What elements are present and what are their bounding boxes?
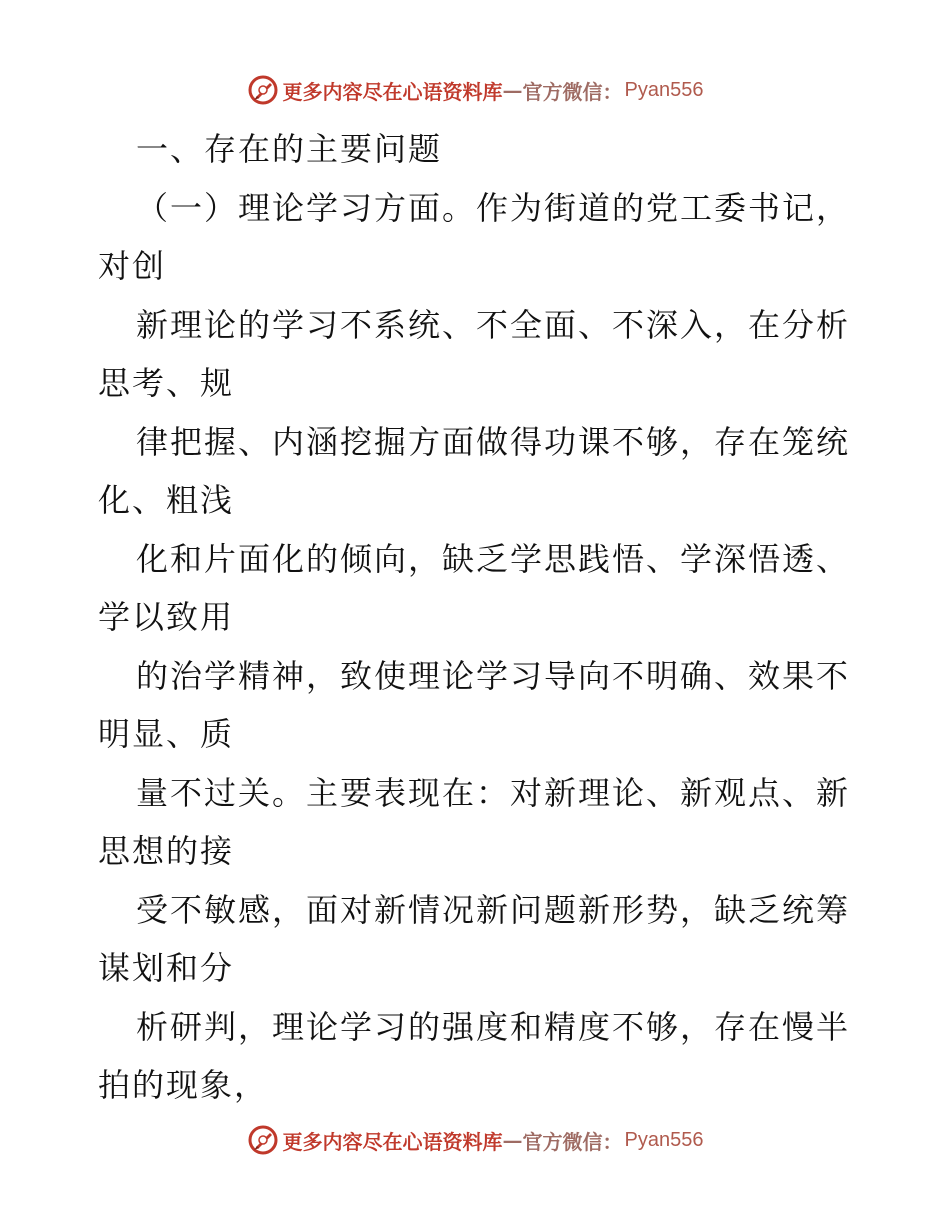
document-body [98,120,858,1115]
text-line: 量不过关。主要表现在：对新理论、新观点、新 [136,773,851,812]
text-line: 明显、质 [98,715,235,753]
header-label: 官方微信： [522,79,623,104]
text-line: 学以致用 [98,598,235,636]
text-line: 谋划和分 [98,949,235,987]
text-line: 拍的现象， [98,1066,269,1104]
text-line: 思想的接 [98,832,235,870]
text-line: 析研判，理论学习的强度和精度不够，存在慢半 [136,1007,851,1046]
quill-logo-icon [247,74,279,106]
text-line: 新理论的学习不系统、不全面、不深入，在分析 [136,305,851,344]
footer-brand-text: 更多内容尽在心语资料库 [282,1129,503,1154]
header-dash: — [502,78,523,102]
text-line: 化、粗浅 [98,481,235,519]
header-wechat-id: Pyan556 [624,78,704,101]
header-watermark [0,70,950,110]
footer-label: 官方微信： [522,1129,623,1154]
quill-logo-icon [247,1124,279,1156]
section-heading: 一、存在的主要问题 [136,130,443,168]
text-line: 化和片面化的倾向，缺乏学思践悟、学深悟透、 [136,539,851,578]
text-line: 思考、规 [98,364,235,402]
footer-watermark [0,1120,950,1160]
text-line: 对创 [98,247,167,285]
footer-wechat-id: Pyan556 [624,1128,704,1151]
header-brand-text: 更多内容尽在心语资料库 [282,79,503,104]
text-line: 律把握、内涵挖掘方面做得功课不够，存在笼统 [136,422,851,461]
text-line: 受不敏感，面对新情况新问题新形势，缺乏统筹 [136,890,851,929]
footer-dash: — [502,1128,523,1152]
text-line: 的治学精神，致使理论学习导向不明确、效果不 [136,656,851,695]
text-line: （一）理论学习方面。作为街道的党工委书记， [136,188,851,227]
